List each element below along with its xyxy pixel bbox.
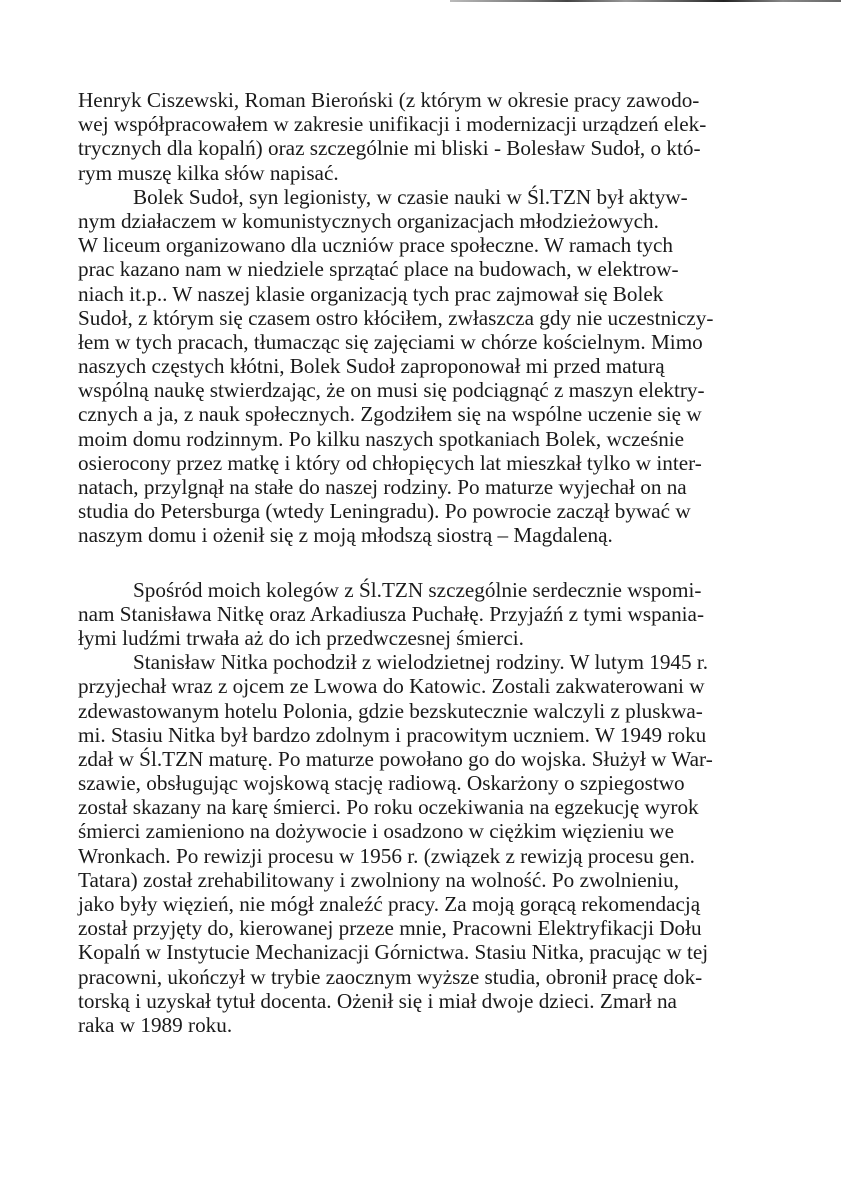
text-line: zdewastowanym hotelu Polonia, gdzie bezskutecznie walczyli z pluskwa- [78,698,703,723]
text-line: szawie, obsługując wojskową stację radiową. Oskarżony o szpiegostwo [78,771,685,796]
text-line: wej współpracowałem w zakresie unifikacji i modernizacji urządzeń elek- [78,112,707,137]
paragraph-1 [78,88,768,185]
text-line: Tatara) został zrehabilitowany i zwolniony na wolność. Po zwolnieniu, [78,867,680,892]
text-line: niach it.p.. W naszej klasie organizacją tych prac zajmował się Bolek [78,281,664,306]
text-line: rym muszę kilka słów napisać. [78,160,339,185]
paragraph-gap [78,548,768,578]
text-line: prac kazano nam w niedziele sprzątać place na budowach, w elektrow- [78,257,679,282]
text-line: przyjechał wraz z ojcem ze Lwowa do Katowic. Zostali zakwaterowani w [78,674,705,699]
text-line: raka w 1989 roku. [78,1012,233,1037]
text-line: naszym domu i ożenił się z moją młodszą siostrą – Magdaleną. [78,523,613,548]
text-line: moim domu rodzinnym. Po kilku naszych spotkaniach Bolek, wcześnie [78,426,685,451]
scan-edge-artifact [450,0,841,2]
text-line: nym działaczem w komunistycznych organizacjach młodzieżowych. [78,208,659,233]
text-line: studia do Petersburga (wtedy Leningradu). Po powrocie zaczął bywać w [78,499,691,524]
text-line: Kopalń w Instytucie Mechanizacji Górnictwa. Stasiu Nitka, pracując w tej [78,940,709,965]
text-line: łymi ludźmi trwała aż do ich przedwczesnej śmierci. [78,625,524,650]
text-line: cznych a ja, z nauk społecznych. Zgodziłem się na wspólne uczenie się w [78,402,702,427]
text-line: łem w tych pracach, tłumacząc się zajęciami w chórze kościelnym. Mimo [78,329,703,354]
paragraph-2 [78,185,768,548]
text-line: torską i uzyskał tytuł docenta. Ożenił się i miał dwoje dzieci. Zmarł na [78,988,677,1013]
text-line: Henryk Ciszewski, Roman Bieroński (z którym w okresie pracy zawodo- [78,88,700,112]
document-page [78,88,768,1037]
text-line: Spośród moich kolegów z Śl.TZN szczególnie serdecznie wspomi- [133,577,702,602]
text-line: śmierci zamieniono na dożywocie i osadzono w ciężkim więzieniu we [78,819,674,844]
text-line: nam Stanisława Nitkę oraz Arkadiusza Puchałę. Przyjaźń z tymi wspania- [78,601,705,626]
paragraph-4 [78,650,768,1037]
text-line: W liceum organizowano dla uczniów prace społeczne. W ramach tych [78,233,673,258]
text-line: Sudoł, z którym się czasem ostro kłóciłem, zwłaszcza gdy nie uczestniczy- [78,305,714,330]
text-line: osierocony przez matkę i który od chłopięcych lat mieszkał tylko w inter- [78,450,702,475]
text-line: naszych częstych kłótni, Bolek Sudoł zaproponował mi przed maturą [78,354,665,379]
text-line: jako były więzień, nie mógł znaleźć pracy. Za moją gorącą rekomendacją [78,892,701,916]
text-line: natach, przylgnął na stałe do naszej rodziny. Po maturze wyjechał on na [78,475,687,499]
text-line: zdał w Śl.TZN maturę. Po maturze powołano go do wojska. Służył w War- [78,746,713,771]
paragraph-3 [78,578,768,651]
text-line: mi. Stasiu Nitka był bardzo zdolnym i pracowitym uczniem. W 1949 roku [78,722,707,747]
text-line: Wronkach. Po rewizji procesu w 1956 r. (związek z rewizją procesu gen. [78,843,695,868]
text-line: został przyjęty do, kierowanej przeze mnie, Pracowni Elektryfikacji Dołu [78,916,702,941]
text-line: Stanisław Nitka pochodził z wielodzietnej rodziny. W lutym 1945 r. [133,650,709,675]
text-line: Bolek Sudoł, syn legionisty, w czasie nauki w Śl.TZN był aktyw- [133,184,688,209]
text-line: został skazany na karę śmierci. Po roku oczekiwania na egzekucję wyrok [78,795,699,820]
text-line: trycznych dla kopalń) oraz szczególnie mi bliski - Bolesław Sudoł, o któ- [78,136,701,161]
text-line: pracowni, ukończył w trybie zaocznym wyższe studia, obronił pracę dok- [78,964,703,989]
text-line: wspólną naukę stwierdzając, że on musi się podciągnąć z maszyn elektry- [78,378,705,403]
